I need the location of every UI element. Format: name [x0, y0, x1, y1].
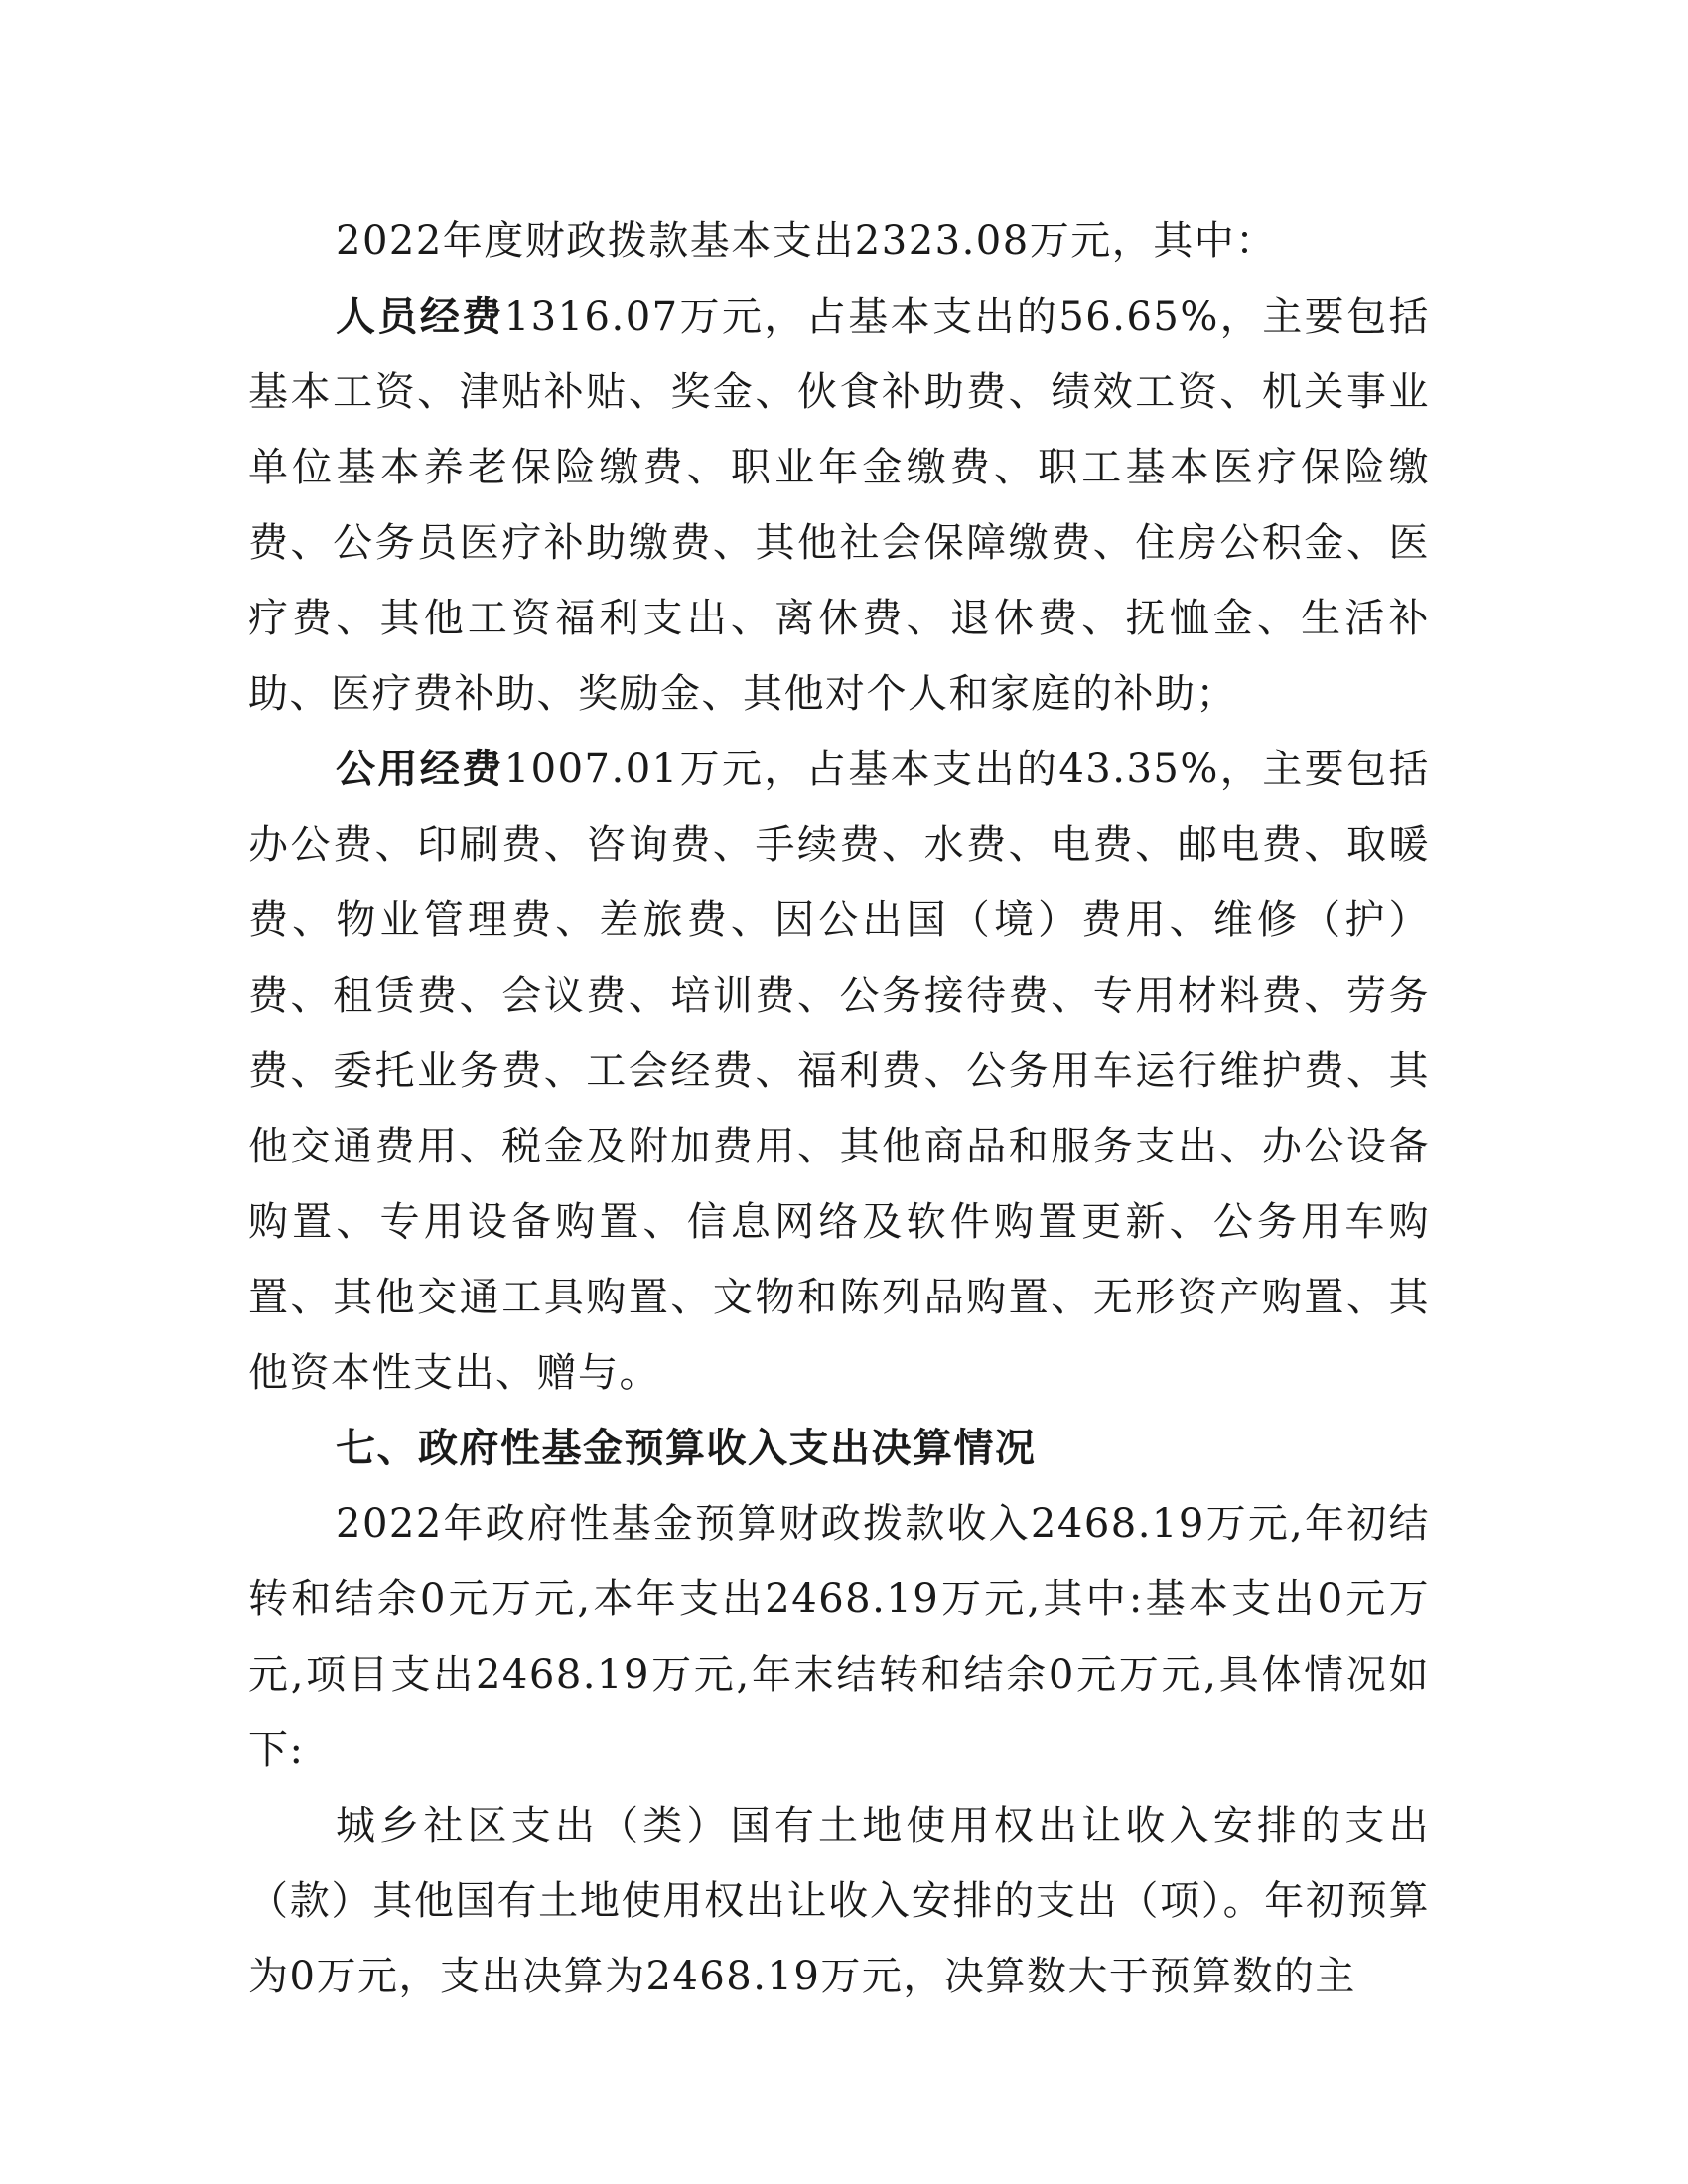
paragraph-basic-expenditure: 2022年度财政拨款基本支出2323.08万元，其中：	[336, 218, 1277, 264]
personnel-expenses-text: 1316.07万元，占基本支出的56.65%，主要包括基本工资、津贴补贴、奖金、伙食补助费、绩效工资、机关事业单位基本养老保险缴费、职业年金缴费、职工基本医疗保险缴费、公务员医疗补助缴费、其他社会保障缴费、住房公积金、医疗费、其他工资福利支出、离休费、退休费、抚恤金、生活补助、医疗费补助、奖励金、其他对个人和家庭的补助；	[248, 294, 1430, 717]
public-expenses-text: 1007.01万元，占基本支出的43.35%，主要包括办公费、印刷费、咨询费、手续费、水费、电费、邮电费、取暖费、物业管理费、差旅费、因公出国（境）费用、维修（护）费、租赁费、会议费、培训费、公务接待费、专用材料费、劳务费、委托业务费、工会经费、福利费、公务用车运行维护费、其他交通费用、税金及附加费用、其他商品和服务支出、办公设备购置、专用设备购置、信息网络及软件购置更新、公务用车购置、其他交通工具购置、文物和陈列品购置、无形资产购置、其他资本性支出、赠与。	[248, 747, 1430, 1396]
public-expenses-label: 公用经费	[336, 747, 504, 792]
paragraph-gov-fund-summary: 2022年政府性基金预算财政拨款收入2468.19万元,年初结转和结余0元万元,本年支出2468.19万元,其中:基本支出0元万元,项目支出2468.19万元,年末结转和结余0元万元,具体情况如下:	[248, 1501, 1430, 1773]
paragraph-urban-rural-expenditure: 城乡社区支出（类）国有土地使用权出让收入安排的支出（款）其他国有土地使用权出让收入安排的支出（项）。年初预算为0万元，支出决算为2468.19万元，决算数大于预算数的主	[248, 1803, 1430, 1999]
document-page	[248, 204, 1430, 2014]
paragraph-personnel-expenses	[248, 279, 1430, 732]
section-heading-7: 七、政府性基金预算收入支出决算情况	[336, 1426, 1037, 1471]
personnel-expenses-label: 人员经费	[336, 294, 504, 340]
paragraph-public-expenses	[248, 732, 1430, 1411]
